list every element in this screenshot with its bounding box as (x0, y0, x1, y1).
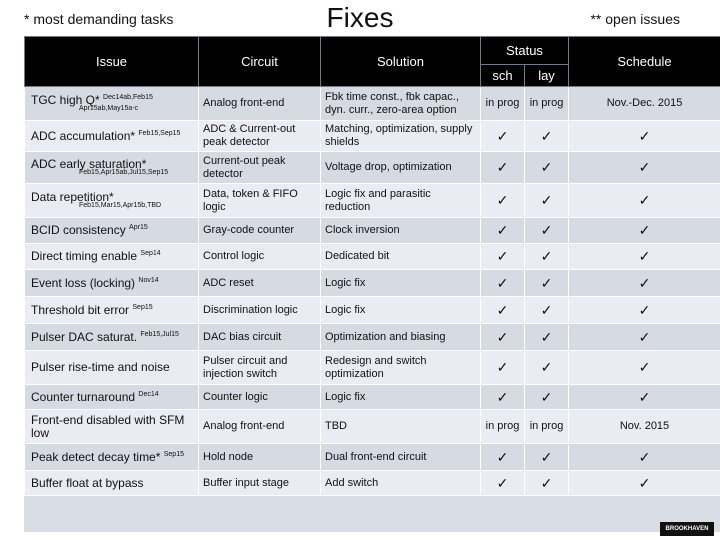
solution-cell: Optimization and biasing (321, 324, 481, 351)
lay-status-cell: ✓ (525, 270, 569, 297)
lay-status-cell: ✓ (525, 297, 569, 324)
issue-cell (25, 244, 199, 270)
table-row (25, 184, 720, 218)
schedule-cell: ✓ (569, 471, 720, 496)
schedule-cell: ✓ (569, 218, 720, 244)
sch-status-cell: in prog (481, 410, 525, 444)
schedule-cell: ✓ (569, 121, 720, 152)
lay-status-cell: in prog (525, 410, 569, 444)
sch-status-cell: ✓ (481, 270, 525, 297)
lay-status-cell: ✓ (525, 218, 569, 244)
brookhaven-logo: BROOKHAVEN (660, 522, 714, 536)
sch-status-cell: ✓ (481, 385, 525, 410)
issue-text: Pulser rise-time and noise (31, 360, 170, 374)
issue-date-tag: Dec14ab,Feb15 (103, 94, 153, 101)
open-issues-note: ** open issues (590, 11, 680, 27)
schedule-cell: ✓ (569, 444, 720, 471)
circuit-cell: ADC & Current-out peak detector (199, 121, 321, 152)
issue-date-tag: Apr15 (129, 224, 148, 231)
issue-date-tag: Nov14 (138, 276, 159, 284)
schedule-cell: ✓ (569, 152, 720, 184)
sch-status-cell: ✓ (481, 324, 525, 351)
circuit-cell: Gray-code counter (199, 218, 321, 244)
fixes-table-wrap (24, 36, 720, 532)
issue-text: Data repetition* (31, 190, 114, 204)
issue-cell (25, 297, 199, 324)
lay-status-cell: ✓ (525, 244, 569, 270)
issue-date-tag: Feb15,Jul15 (140, 330, 179, 338)
circuit-cell: Analog front-end (199, 410, 321, 444)
issue-date-tag: Sep15 (163, 450, 184, 458)
title-text: Fixes (326, 2, 394, 33)
issue-cell (25, 410, 199, 444)
sch-status-cell: ✓ (481, 351, 525, 385)
sch-status-cell: ✓ (481, 244, 525, 270)
issue-text: Threshold bit error (31, 302, 130, 317)
schedule-cell: ✓ (569, 351, 720, 385)
table-row (25, 297, 720, 324)
table-row (25, 244, 720, 270)
col-solution-header: Solution (321, 37, 481, 87)
solution-cell: Dual front-end circuit (321, 444, 481, 471)
col-sch-header: sch (481, 65, 525, 87)
table-row (25, 444, 720, 471)
solution-cell: Voltage drop, optimization (321, 152, 481, 184)
sch-status-cell: ✓ (481, 152, 525, 184)
issue-text: ADC early saturation* (31, 157, 147, 171)
circuit-cell: Pulser circuit and injection switch (199, 351, 321, 385)
issue-cell (25, 270, 199, 297)
issue-text: Event loss (locking) (31, 275, 136, 290)
col-status-header: Status (481, 37, 569, 65)
issue-cell (25, 184, 199, 218)
issue-date-tag-secondary: Feb15,Mar15,Apr15b,TBD (79, 202, 162, 209)
fixes-table (24, 36, 720, 496)
lay-status-cell: ✓ (525, 324, 569, 351)
lay-status-cell: ✓ (525, 385, 569, 410)
issue-text: Counter turnaround (31, 389, 136, 404)
issue-date-tag-secondary: Apr15ab,May15a-c (79, 105, 139, 112)
issue-cell (25, 324, 199, 351)
solution-cell: Logic fix and parasitic reduction (321, 184, 481, 218)
circuit-cell: Hold node (199, 444, 321, 471)
top-bar (0, 0, 720, 36)
issue-text: ADC accumulation* (31, 128, 136, 143)
sch-status-cell: in prog (481, 87, 525, 121)
issue-date-tag: Feb15,Sep15 (138, 129, 181, 137)
col-circuit-header: Circuit (199, 37, 321, 87)
table-row (25, 471, 720, 496)
issue-cell (25, 471, 199, 496)
issue-cell (25, 121, 199, 152)
lay-status-cell: ✓ (525, 152, 569, 184)
circuit-cell: DAC bias circuit (199, 324, 321, 351)
issue-text: Pulser DAC saturat. (31, 329, 138, 344)
table-row (25, 218, 720, 244)
schedule-cell: Nov.-Dec. 2015 (569, 87, 720, 121)
table-row (25, 351, 720, 385)
issue-text: TGC high Q* (31, 93, 100, 107)
solution-cell: Dedicated bit (321, 244, 481, 270)
lay-status-cell: ✓ (525, 444, 569, 471)
schedule-cell: ✓ (569, 385, 720, 410)
issue-date-tag: Sep14 (140, 250, 161, 257)
col-lay-header: lay (525, 65, 569, 87)
solution-cell: Logic fix (321, 385, 481, 410)
schedule-cell: ✓ (569, 297, 720, 324)
table-row (25, 270, 720, 297)
solution-cell: Fbk time const., fbk capac., dyn. curr., zero-area option (321, 87, 481, 121)
solution-cell: Logic fix (321, 270, 481, 297)
lay-status-cell: ✓ (525, 121, 569, 152)
lay-status-cell: ✓ (525, 184, 569, 218)
schedule-cell: ✓ (569, 324, 720, 351)
circuit-cell: Current-out peak detector (199, 152, 321, 184)
schedule-cell: ✓ (569, 244, 720, 270)
table-row (25, 385, 720, 410)
issue-text: Front-end disabled with SFM low (31, 412, 185, 440)
issue-cell (25, 444, 199, 471)
schedule-cell: ✓ (569, 184, 720, 218)
most-demanding-note: * most demanding tasks (24, 11, 174, 27)
table-row (25, 121, 720, 152)
schedule-cell: Nov. 2015 (569, 410, 720, 444)
issue-text: Peak detect decay time* (31, 449, 161, 464)
table-row (25, 324, 720, 351)
solution-cell: Redesign and switch optimization (321, 351, 481, 385)
issue-cell (25, 218, 199, 244)
lay-status-cell: in prog (525, 87, 569, 121)
issue-cell (25, 385, 199, 410)
issue-text: BCID consistency (31, 223, 126, 237)
sch-status-cell: ✓ (481, 444, 525, 471)
circuit-cell: Data, token & FIFO logic (199, 184, 321, 218)
issue-cell (25, 87, 199, 121)
col-schedule-header: Schedule (569, 37, 720, 87)
sch-status-cell: ✓ (481, 471, 525, 496)
sch-status-cell: ✓ (481, 184, 525, 218)
issue-cell (25, 351, 199, 385)
circuit-cell: Control logic (199, 244, 321, 270)
sch-status-cell: ✓ (481, 218, 525, 244)
issue-date-tag: Sep15 (132, 303, 153, 311)
circuit-cell: ADC reset (199, 270, 321, 297)
schedule-cell: ✓ (569, 270, 720, 297)
circuit-cell: Discrimination logic (199, 297, 321, 324)
lay-status-cell: ✓ (525, 471, 569, 496)
circuit-cell: Counter logic (199, 385, 321, 410)
solution-cell: Logic fix (321, 297, 481, 324)
circuit-cell: Analog front-end (199, 87, 321, 121)
issue-date-tag: Dec14 (138, 390, 159, 398)
issue-cell (25, 152, 199, 184)
table-row (25, 410, 720, 444)
table-row (25, 87, 720, 121)
lay-status-cell: ✓ (525, 351, 569, 385)
solution-cell: Add switch (321, 471, 481, 496)
issue-text: Buffer float at bypass (31, 475, 144, 490)
sch-status-cell: ✓ (481, 121, 525, 152)
issue-text: Direct timing enable (31, 249, 138, 263)
solution-cell: Matching, optimization, supply shields (321, 121, 481, 152)
table-row (25, 152, 720, 184)
issue-date-tag-secondary: Feb15,Apr15ab,Jul15,Sep15 (79, 169, 169, 176)
col-issue-header: Issue (25, 37, 199, 87)
circuit-cell: Buffer input stage (199, 471, 321, 496)
solution-cell: Clock inversion (321, 218, 481, 244)
sch-status-cell: ✓ (481, 297, 525, 324)
solution-cell: TBD (321, 410, 481, 444)
